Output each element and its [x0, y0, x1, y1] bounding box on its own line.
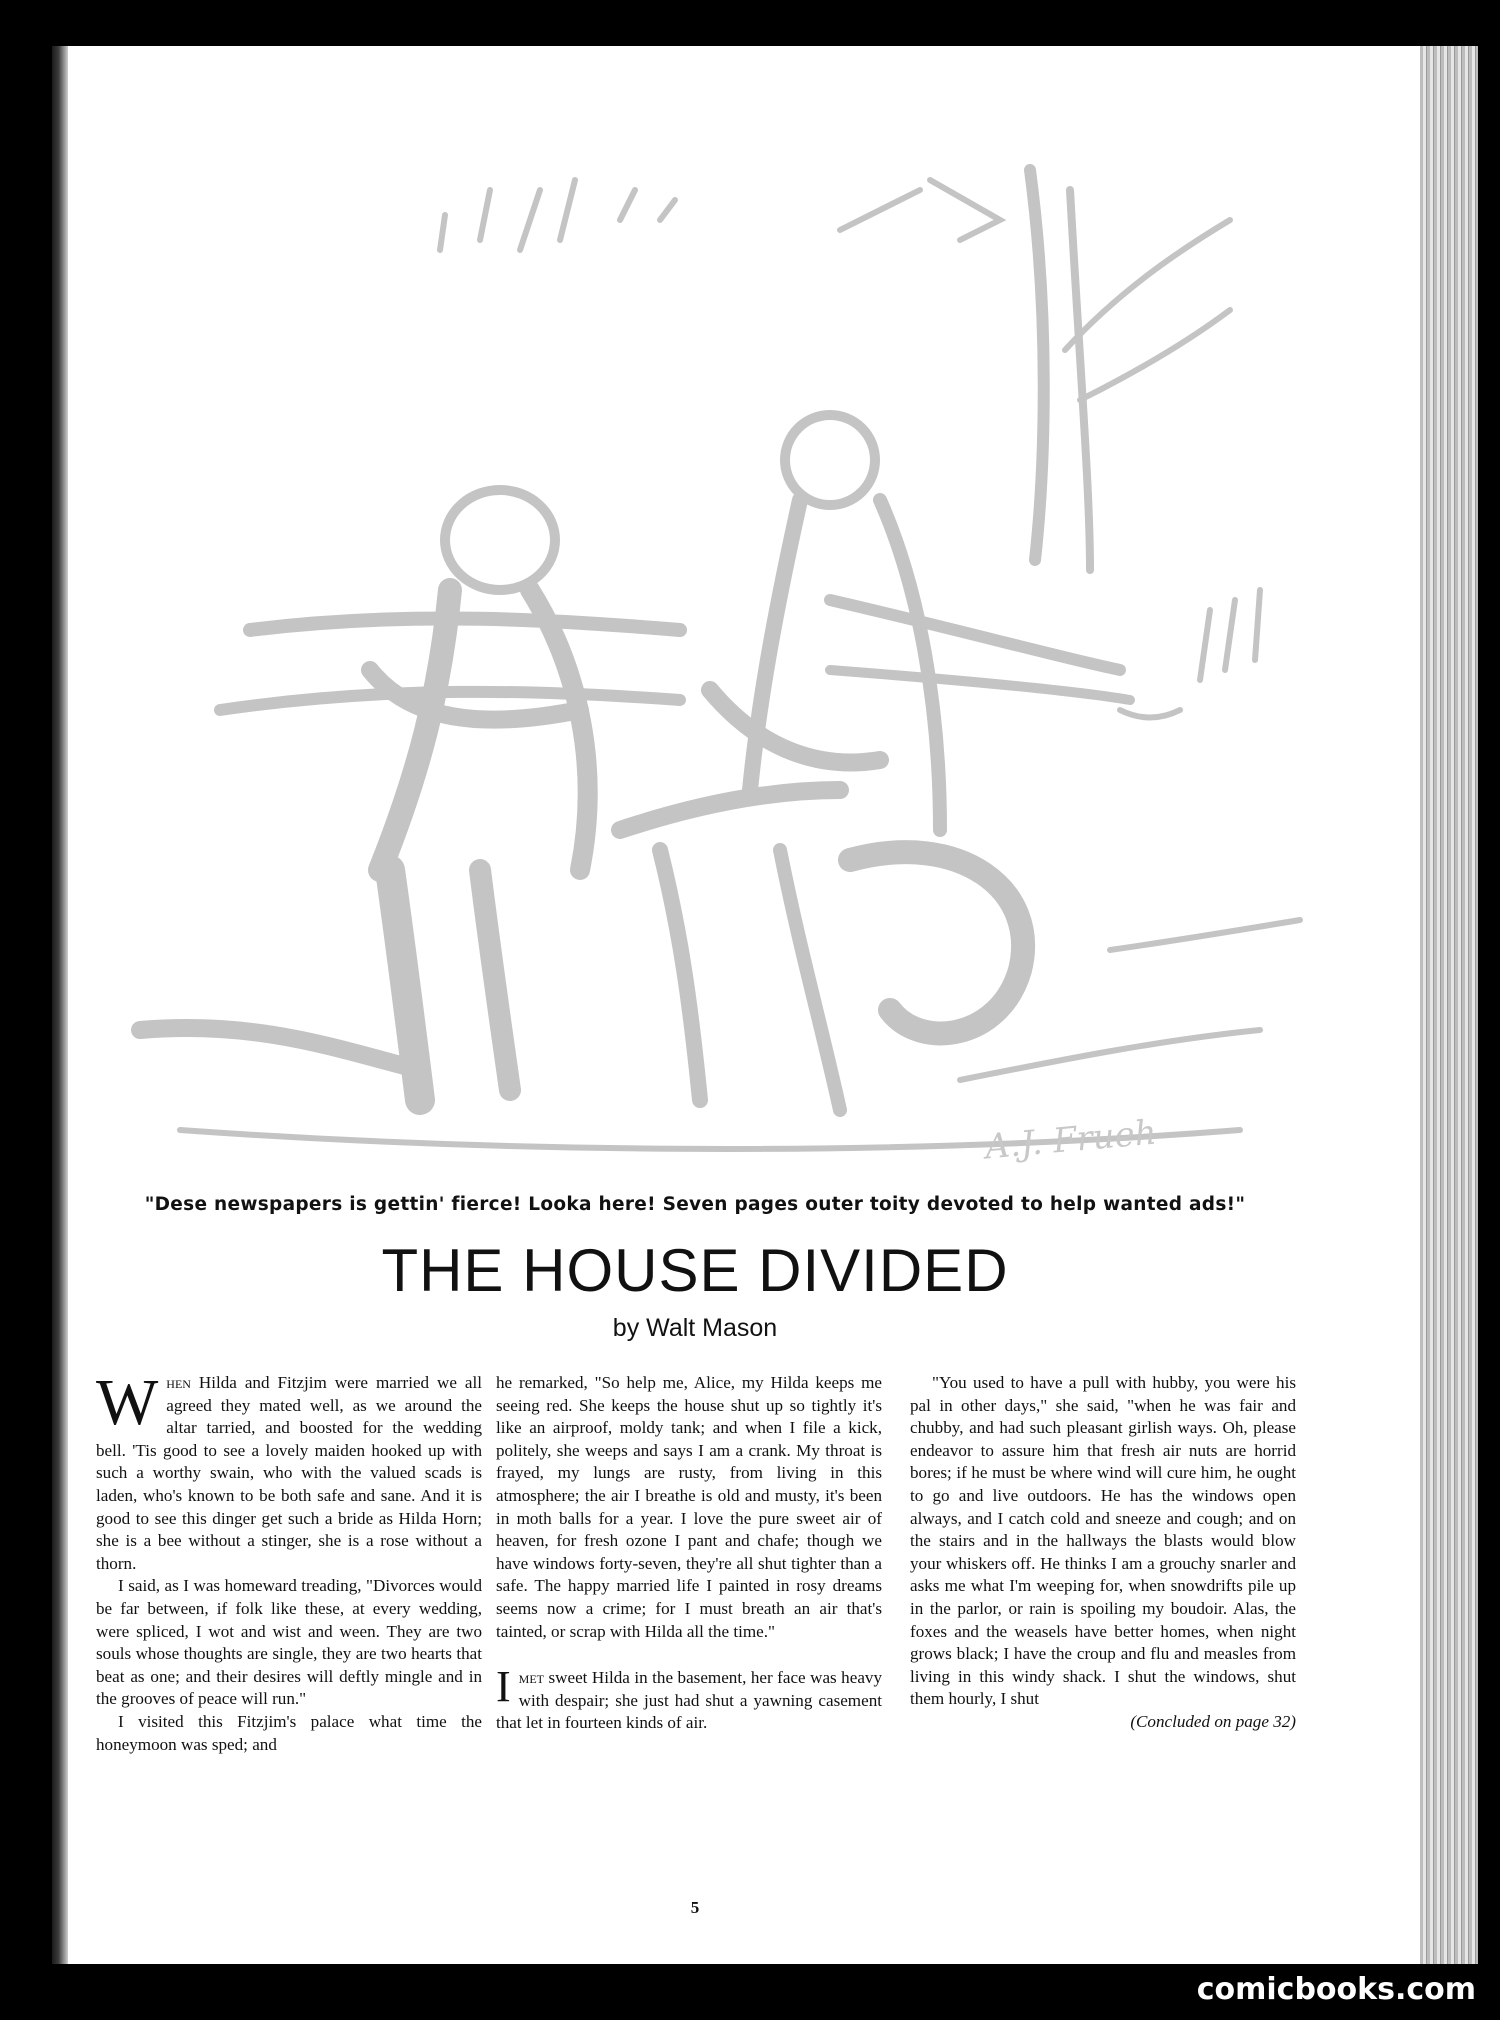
article-title: THE HOUSE DIVIDED — [381, 1237, 1009, 1304]
illustration-sketch — [60, 70, 1340, 1180]
article-byline: by Walt Mason — [612, 1314, 778, 1342]
paragraph-text: sweet Hilda in the basement, her face was heavy with despair; she just had shut a yawning casement that let in fourteen kinds of air. — [496, 1668, 882, 1733]
paragraph — [96, 1366, 482, 1575]
paragraph: I visited this Fitzjim's palace what time the honeymoon was sped; and — [96, 1711, 482, 1754]
drop-cap: I — [496, 1662, 511, 1712]
small-caps-lead: hen — [166, 1373, 191, 1392]
page-number: 5 — [690, 1898, 700, 1917]
drop-cap: W — [96, 1366, 159, 1439]
illustration-caption: "Dese newspapers is gettin' fierce! Looka here! Seven pages outer toity devoted to help wanted ads!" — [144, 1194, 1246, 1215]
paragraph: "You used to have a pull with hubby, you were his pal in other days," she said, "when he was fair and chubby, and had such pleasant girlish ways. Oh, please endeavor to assure him that fresh air nuts are horrid bores; if he must be where wind will cure him, he ought to go and live outdoors. He has the windows open always, and I catch cold and sneeze and cough; and on the stairs and in the hallways the blasts would blow your whiskers off. He thinks I am a grouchy snarler and asks me what I'm weeping for, when snowdrifts pile up in the parlor, or rain is spoiling my boudoir. Alas, the foxes and the weasels have better homes, when night grows black; I have the croup and flu and measles from living in this windy shack. I shut the windows, shut them hourly, I shut — [910, 1373, 1296, 1709]
paragraph: he remarked, "So help me, Alice, my Hilda keeps me seeing red. She keeps the house shut up so tightly it's like an airproof, moldy tank; and when I file a kick, politely, she weeps and says I am a crank. My throat is frayed, my lungs are rusty, from living in this atmosphere; the air I breathe is old and musty, it's been in moth balls for a year. I love the pure sweet air of heaven, for fresh ozone I pant and chafe; though we have windows forty-seven, they're all shut tighter than a safe. The happy married life I painted in rosy dreams seems now a crime; for I must breath an air that's tainted, or scrap with Hilda all the time." — [496, 1373, 882, 1641]
text-column-1 — [96, 1366, 482, 1756]
watermark: comicbooks.com — [1196, 1972, 1476, 2007]
page-edges — [1420, 46, 1478, 1964]
small-caps-lead: met — [518, 1668, 544, 1688]
paragraph — [496, 1662, 882, 1735]
artist-signature: A.J. Frueh — [983, 1112, 1159, 1168]
text-column-3 — [910, 1372, 1296, 1734]
paragraph: I said, as I was homeward treading, "Divorces would be far between, if folk like these, at every wedding, were spliced, I wot and wist and ween. They are two souls whose thoughts are single, they are two hearts that beat as one; and their desires will deftly mingle and in the grooves of peace will run." — [96, 1576, 482, 1709]
text-column-2 — [496, 1372, 882, 1735]
continuation-note: (Concluded on page 32) — [1130, 1711, 1296, 1731]
paragraph-text: Hilda and Fitzjim were married we all agreed they mated well, as we around the altar tarried, and boosted for the wedding bell. 'Tis good to see a lovely maiden hooked up with such a worthy swain, who with the valued scads is laden, who's known to be both safe and sane. And it is good to see this dinger get such a bride as Hilda Horn; she is a bee without a stinger, she is a rose without a thorn. — [96, 1373, 482, 1573]
